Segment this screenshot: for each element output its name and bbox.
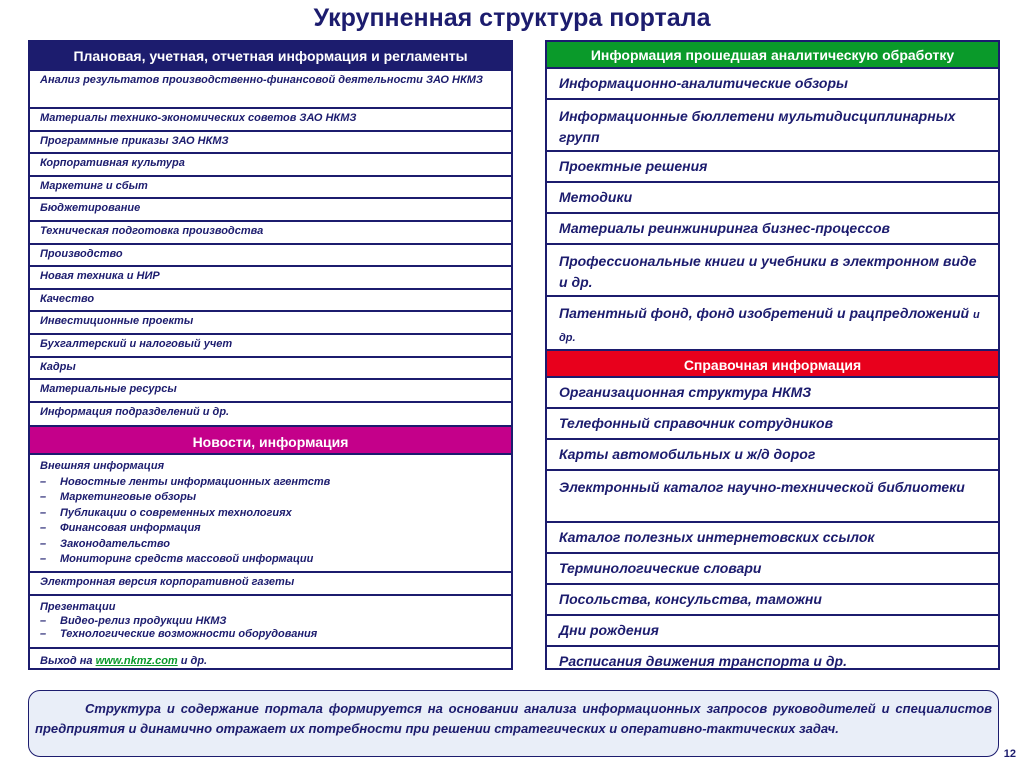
- reference-item[interactable]: Терминологические словари: [547, 554, 998, 585]
- reference-item[interactable]: Расписания движения транспорта и др.: [559, 653, 847, 669]
- right-item[interactable]: Проектные решения: [547, 152, 998, 183]
- reference-section-header: Справочная информация: [547, 349, 998, 378]
- left-item[interactable]: Материалы технико-экономических советов ЗАО НКМЗ: [30, 109, 511, 132]
- external-info-item[interactable]: – Новостные ленты информационных агентств: [40, 475, 331, 488]
- left-item[interactable]: Корпоративная культура: [30, 154, 511, 177]
- left-item[interactable]: Кадры: [30, 358, 511, 381]
- reference-item[interactable]: Посольства, консульства, таможни: [547, 585, 998, 616]
- analytics-section-header: Информация прошедшая аналитическую обработку: [547, 42, 998, 69]
- left-column: [28, 40, 513, 670]
- exit-suffix: и др.: [180, 654, 208, 667]
- external-info-title[interactable]: Внешняя информация: [40, 460, 165, 473]
- external-info-item[interactable]: – Мониторинг средств массовой информации: [40, 553, 314, 566]
- external-info-item[interactable]: – Публикации о современных технологиях: [40, 506, 292, 519]
- left-item[interactable]: Материальные ресурсы: [30, 380, 511, 403]
- left-item[interactable]: Инвестиционные проекты: [30, 312, 511, 335]
- reference-item[interactable]: Каталог полезных интернетовских ссылок: [547, 523, 998, 554]
- right-column: [545, 40, 1000, 670]
- page-title: Укрупненная структура портала: [313, 4, 711, 32]
- right-item[interactable]: Информационные бюллетени мультидисциплинарных групп: [547, 100, 998, 152]
- external-info-item[interactable]: – Маркетинговые обзоры: [40, 491, 197, 504]
- presentations-title[interactable]: Презентации: [40, 600, 116, 613]
- reference-item[interactable]: Карты автомобильных и ж/д дорог: [547, 440, 998, 471]
- right-item[interactable]: Методики: [547, 183, 998, 214]
- left-item[interactable]: Анализ результатов производственно-финансовой деятельности ЗАО НКМЗ: [30, 71, 511, 109]
- left-item[interactable]: Качество: [30, 290, 511, 313]
- presentations-block: [30, 596, 511, 649]
- reference-item[interactable]: Дни рождения: [547, 616, 998, 647]
- left-item[interactable]: Бюджетирование: [30, 199, 511, 222]
- external-info-item[interactable]: – Законодательство: [40, 537, 171, 550]
- right-item[interactable]: Информационно-аналитические обзоры: [547, 69, 998, 100]
- exit-item: [30, 649, 511, 671]
- page-number: 12: [1003, 748, 1016, 760]
- newspaper-item[interactable]: Электронная версия корпоративной газеты: [30, 573, 511, 596]
- presentation-item[interactable]: – Технологические возможности оборудования: [40, 627, 318, 640]
- nkmz-link[interactable]: www.nkmz.com: [95, 654, 178, 667]
- left-item[interactable]: Информация подразделений и др.: [40, 405, 230, 418]
- external-info-item[interactable]: – Финансовая информация: [40, 522, 201, 535]
- presentation-item[interactable]: – Видео-релиз продукции НКМЗ: [40, 615, 227, 628]
- patent-suffix: и др.: [559, 309, 980, 344]
- left-item[interactable]: Техническая подготовка производства: [30, 222, 511, 245]
- footer-note: Структура и содержание портала формируется на основании анализа информационных запросов руководителей и специалистов предприятия и динамично отражает их потребности при решении стратегических и оперативно-тактических задач.: [28, 690, 999, 757]
- right-item[interactable]: Материалы реинжиниринга бизнес-процессов: [547, 214, 998, 245]
- planning-section-header: Плановая, учетная, отчетная информация и регламенты: [30, 42, 511, 71]
- left-item[interactable]: Новая техника и НИР: [30, 267, 511, 290]
- reference-item[interactable]: Организационная структура НКМЗ: [547, 378, 998, 409]
- right-item-patent[interactable]: Патентный фонд, фонд изобретений и рацпредложений и др.: [559, 305, 980, 344]
- left-item[interactable]: Бухгалтерский и налоговый учет: [30, 335, 511, 358]
- reference-item[interactable]: Телефонный справочник сотрудников: [547, 409, 998, 440]
- right-item[interactable]: Профессиональные книги и учебники в электронном виде и др.: [547, 245, 998, 297]
- reference-item[interactable]: Электронный каталог научно-технической библиотеки: [547, 471, 998, 523]
- left-item[interactable]: Производство: [30, 245, 511, 268]
- news-section-header: Новости, информация: [30, 425, 511, 455]
- left-item[interactable]: Программные приказы ЗАО НКМЗ: [30, 132, 511, 155]
- exit-prefix: Выход на: [40, 654, 93, 667]
- left-item[interactable]: Маркетинг и сбыт: [30, 177, 511, 200]
- external-info-block: [30, 455, 511, 573]
